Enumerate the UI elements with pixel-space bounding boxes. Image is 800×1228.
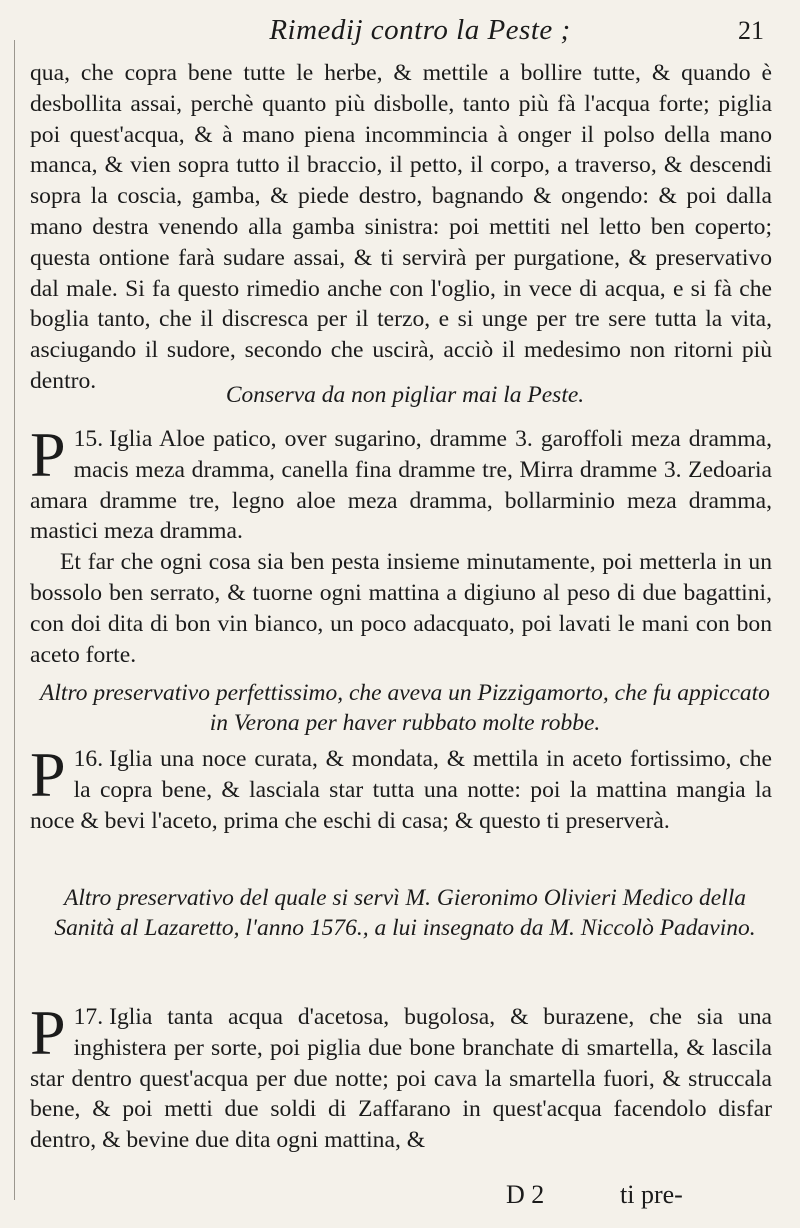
catchword: ti pre-	[620, 1180, 683, 1209]
recipe-text-continuation: Et far che ogni cosa sia ben pesta insieme minutamente, poi metterla in un bossolo ben serrato, & tuorne ogni mattina a digiuno al peso di due bagattini, con doi dita di bon vin bianco, un poco adacquato, poi lavati le mani con bon aceto forte.	[30, 549, 772, 668]
drop-cap: P	[30, 739, 66, 810]
recipe-text: Iglia una noce curata, & mondata, & mettila in aceto fortissimo, che la copra bene, & lasciala star tutta una notte: poi la mattina mangia la noce & bevi l'aceto, prima che eschi di casa; & questo ti preserverà.	[30, 746, 772, 834]
page-header	[0, 8, 800, 48]
intro-paragraph: qua, che copra bene tutte le herbe, & mettile a bollire tutte, & quando è desbollita assai, perchè quanto più disbolle, tanto più fà l'acqua forte; piglia poi quest'acqua, & à mano piena incommincia à onger il polso della mano manca, & vien sopra tutto il braccio, il petto, il corpo, a traverso, & descendi sopra la coscia, gamba, & piede destro, bagnando & ongendo: & poi dalla mano destra venendo alla gamba sinistra: poi mettiti nel letto ben coperto; questa ontione farà sudare assai, & ti servirà per purgatione, & preservativo dal male. Si fa questo rimedio anche con l'oglio, in vece di acqua, e si fà che boglia tanto, che il discresca per il terzo, e si unge per tre sere tutta la vita, asciugando il sudore, secondo che uscirà, acciò il medesimo non ritorni più dentro.	[30, 60, 772, 394]
recipe-text: Iglia tanta acqua d'acetosa, bugolosa, & burazene, che sia una inghistera per sorte, poi piglia due bone branchate di smartella, & lascila star dentro quest'acqua per due notte; poi cava la smartella fuori, & struccala bene, & poi metti due soldi di Zaffarano in quest'acqua facendolo disfar dentro, & bevine due dita ogni mattina, &	[30, 1004, 772, 1154]
running-title: Rimedij contro la Peste ;	[269, 14, 571, 46]
page-footer	[0, 1180, 800, 1220]
recipe-16	[30, 739, 772, 836]
recipe-number: 15.	[73, 426, 104, 452]
drop-cap: P	[30, 997, 66, 1068]
recipe-number: 16.	[73, 746, 104, 772]
page-edge-line	[14, 40, 15, 1200]
recipe-text: Iglia Aloe patico, over sugarino, dramme 3. garoffoli meza dramma, macis meza dramma, canella fina dramme tre, Mirra dramme 3. Zedoaria amara dramme tre, legno aloe meza dramma, bollarminio meza dramma, mastici meza dramma.	[30, 426, 772, 545]
signature-mark: D 2	[506, 1180, 545, 1209]
section-heading-pizzigamorto: Altro preservativo perfettissimo, che aveva un Pizzigamorto, che fu appiccato in Verona per haver rubbato molte robbe.	[40, 680, 770, 736]
recipe-15	[30, 419, 772, 670]
page-number: 21	[738, 16, 764, 45]
recipe-17	[30, 997, 772, 1156]
recipe-number: 17.	[73, 1004, 104, 1030]
section-heading-olivieri: Altro preservativo del quale si servì M. Gieronimo Olivieri Medico della Sanità al Lazaretto, l'anno 1576., a lui insegnato da M. Niccolò Padavino.	[54, 885, 756, 941]
drop-cap: P	[30, 419, 66, 490]
section-heading-conserva: Conserva da non pigliar mai la Peste.	[225, 382, 585, 408]
